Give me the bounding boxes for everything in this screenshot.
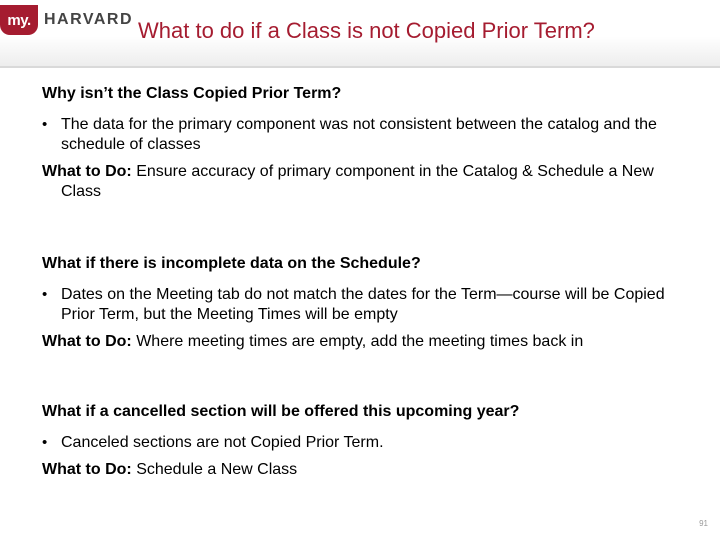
section-heading: Why isn’t the Class Copied Prior Term? [42, 85, 342, 102]
header-divider [0, 66, 720, 68]
what-to-do-text: Where meeting times are empty, add the meeting times back in [131, 333, 584, 350]
bullet-item [42, 285, 692, 325]
bullet-text: Canceled sections are not Copied Prior Term. [61, 434, 384, 451]
bullet-item [42, 115, 692, 155]
bullet-dot: • [42, 434, 48, 451]
bullet-item [42, 433, 692, 453]
what-to-do [42, 460, 692, 480]
bullet-text: The data for the primary component was not consistent between the catalog and the schedule of classes [61, 116, 657, 153]
logo-wordmark: HARVARD [44, 11, 134, 28]
what-to-do-text: Ensure accuracy of primary component in the Catalog & Schedule a New Class [61, 163, 654, 200]
my-harvard-logo [0, 4, 133, 36]
slide-header [0, 0, 720, 66]
page-number: 91 [699, 519, 708, 528]
what-to-do-text: Schedule a New Class [131, 461, 298, 478]
logo-shield: my. [0, 5, 38, 35]
what-to-do [42, 162, 692, 202]
section-cancelled-section [42, 402, 692, 480]
section-incomplete-data [42, 254, 692, 352]
section-heading: What if a cancelled section will be offered this upcoming year? [42, 403, 520, 420]
bullet-dot: • [42, 116, 48, 133]
what-to-do-label: What to Do: [42, 461, 132, 478]
what-to-do-label: What to Do: [42, 163, 132, 180]
section-heading: What if there is incomplete data on the Schedule? [42, 255, 421, 272]
bullet-dot: • [42, 286, 48, 303]
bullet-text: Dates on the Meeting tab do not match the dates for the Term—course will be Copied Prior Term, but the Meeting Times will be empty [61, 286, 665, 323]
slide-title: What to do if a Class is not Copied Prior Term? [138, 18, 595, 43]
section-why-not-copied [42, 84, 692, 202]
what-to-do-label: What to Do: [42, 333, 132, 350]
what-to-do [42, 332, 692, 352]
